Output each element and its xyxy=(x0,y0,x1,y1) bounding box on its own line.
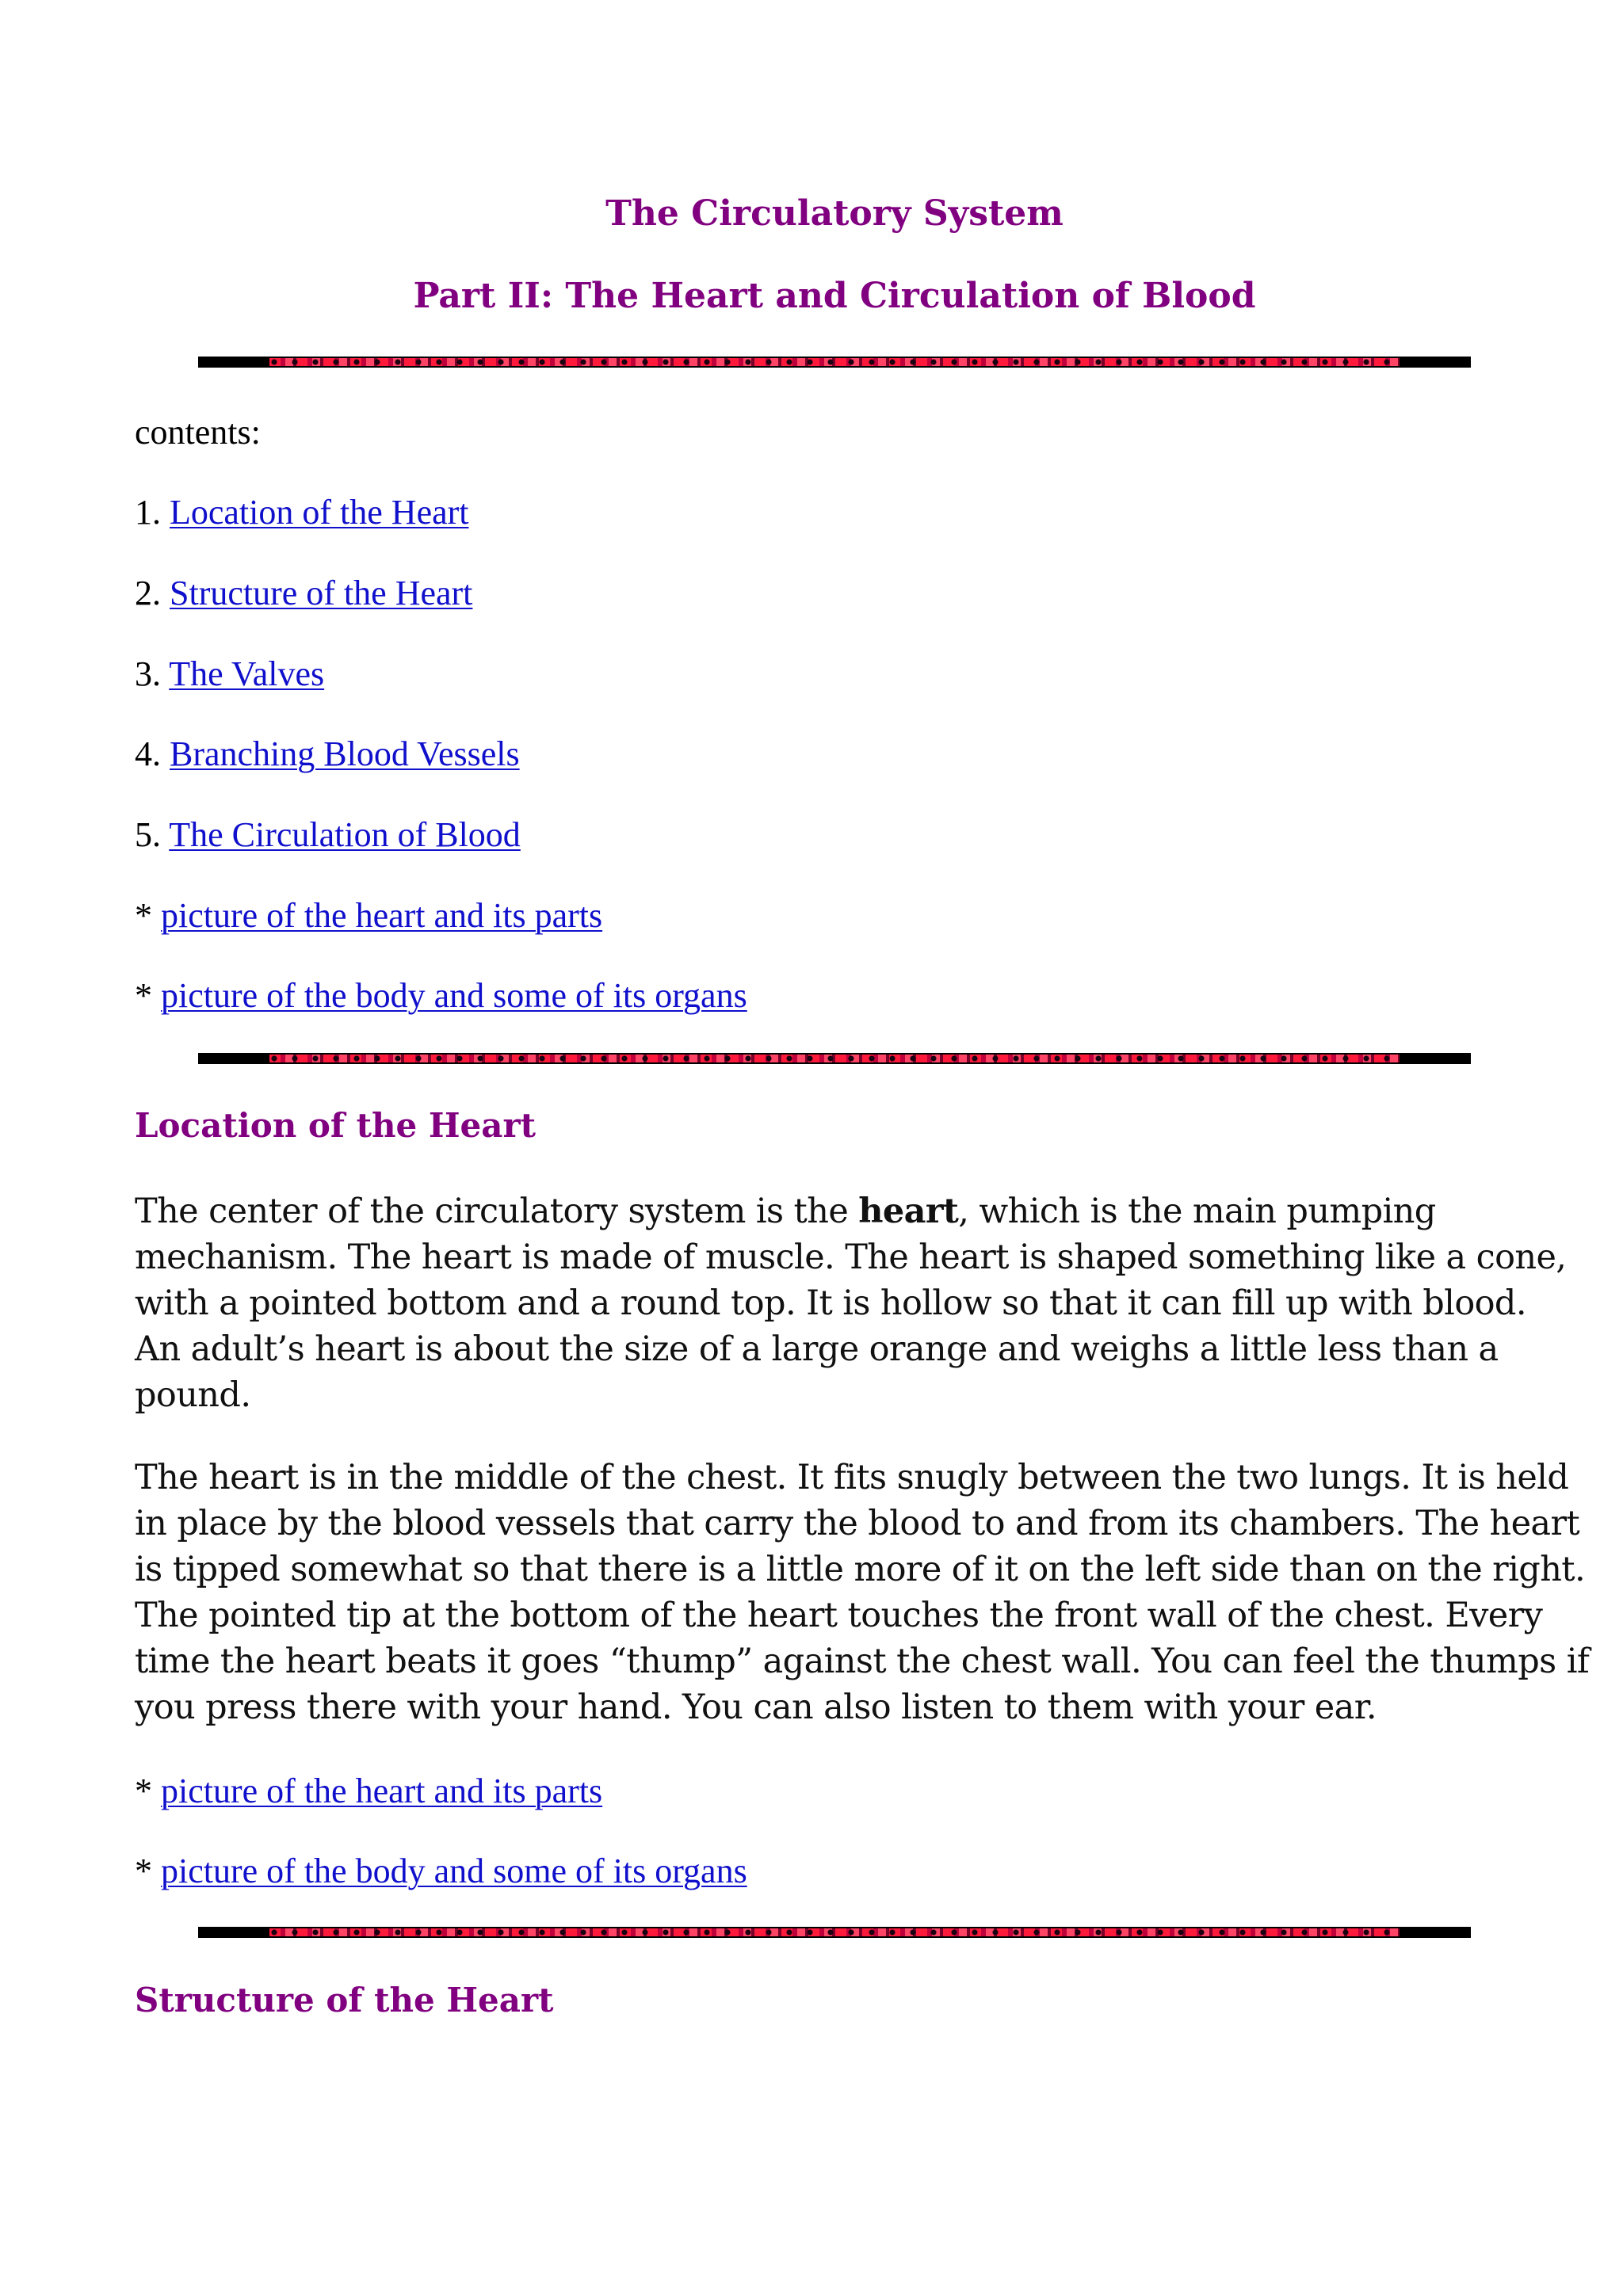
paragraph-line: pound. xyxy=(135,1375,251,1415)
section-paragraph xyxy=(135,1188,1567,1418)
section-paragraph xyxy=(135,1455,1590,1730)
section-heading-structure: Structure of the Heart xyxy=(135,1981,554,2019)
paragraph-line xyxy=(135,1188,1545,1234)
toc-item xyxy=(135,654,324,695)
decorative-divider xyxy=(198,357,1471,368)
toc-link-heart-picture[interactable]: picture of the heart and its parts xyxy=(161,896,603,935)
paragraph-line: time the heart beats it goes “thump” against the chest wall. You can feel the thumps if xyxy=(135,1642,1590,1681)
toc-item xyxy=(135,814,521,856)
decorative-divider xyxy=(198,1927,1471,1938)
toc-link-location-of-heart[interactable]: Location of the Heart xyxy=(170,493,469,532)
page-title: The Circulatory System xyxy=(605,193,1064,234)
text-span: The center of the circulatory system is the xyxy=(135,1192,859,1231)
paragraph-line: in place by the blood vessels that carry the blood to and from its chambers. The heart xyxy=(135,1504,1580,1543)
paragraph-line: with a pointed bottom and a round top. It is hollow so that it can fill up with blood. xyxy=(135,1283,1526,1323)
toc-item-number: 4. xyxy=(135,734,170,773)
toc-item xyxy=(135,734,520,775)
toc-item-number: 2. xyxy=(135,574,170,612)
toc-link-body-picture[interactable]: picture of the body and some of its organs xyxy=(161,976,747,1015)
paragraph-line: The heart is in the middle of the chest. It fits snugly between the two lungs. It is held xyxy=(135,1458,1569,1497)
body-picture-link[interactable]: picture of the body and some of its organs xyxy=(161,1852,747,1890)
toc-item-number: 3. xyxy=(135,654,170,693)
paragraph-line: An adult’s heart is about the size of a large orange and weighs a little less than a xyxy=(135,1329,1499,1369)
text-span: , which is the main pumping xyxy=(958,1192,1436,1231)
paragraph-line: mechanism. The heart is made of muscle. The heart is shaped something like a cone, xyxy=(135,1238,1567,1277)
toc-link-circulation-of-blood[interactable]: The Circulation of Blood xyxy=(169,815,521,854)
toc-item-number: 1. xyxy=(135,493,170,532)
bullet-marker: * xyxy=(135,896,161,935)
picture-link-item xyxy=(135,1851,747,1892)
toc-item xyxy=(135,975,747,1016)
picture-link-item xyxy=(135,1771,602,1812)
toc-link-branching-blood-vessels[interactable]: Branching Blood Vessels xyxy=(170,734,520,773)
paragraph-line: is tipped somewhat so that there is a little more of it on the left side than on the right. xyxy=(135,1550,1586,1589)
toc-item xyxy=(135,492,469,533)
section-heading-location: Location of the Heart xyxy=(135,1106,536,1145)
emphasis-heart: heart xyxy=(858,1192,959,1231)
toc-link-the-valves[interactable]: The Valves xyxy=(169,654,325,693)
bullet-marker: * xyxy=(135,1772,161,1810)
contents-label: contents: xyxy=(135,413,261,452)
toc-item-number: 5. xyxy=(135,815,170,854)
paragraph-line: you press there with your hand. You can also listen to them with your ear. xyxy=(135,1688,1377,1727)
bullet-marker: * xyxy=(135,1852,161,1890)
toc-item xyxy=(135,573,472,614)
decorative-divider xyxy=(198,1053,1471,1064)
heart-picture-link[interactable]: picture of the heart and its parts xyxy=(161,1772,603,1810)
bullet-marker: * xyxy=(135,976,161,1015)
page-subtitle: Part II: The Heart and Circulation of Blood xyxy=(413,276,1256,316)
toc-item xyxy=(135,895,602,936)
toc-link-structure-of-heart[interactable]: Structure of the Heart xyxy=(170,574,473,612)
paragraph-line: The pointed tip at the bottom of the heart touches the front wall of the chest. Every xyxy=(135,1596,1543,1635)
